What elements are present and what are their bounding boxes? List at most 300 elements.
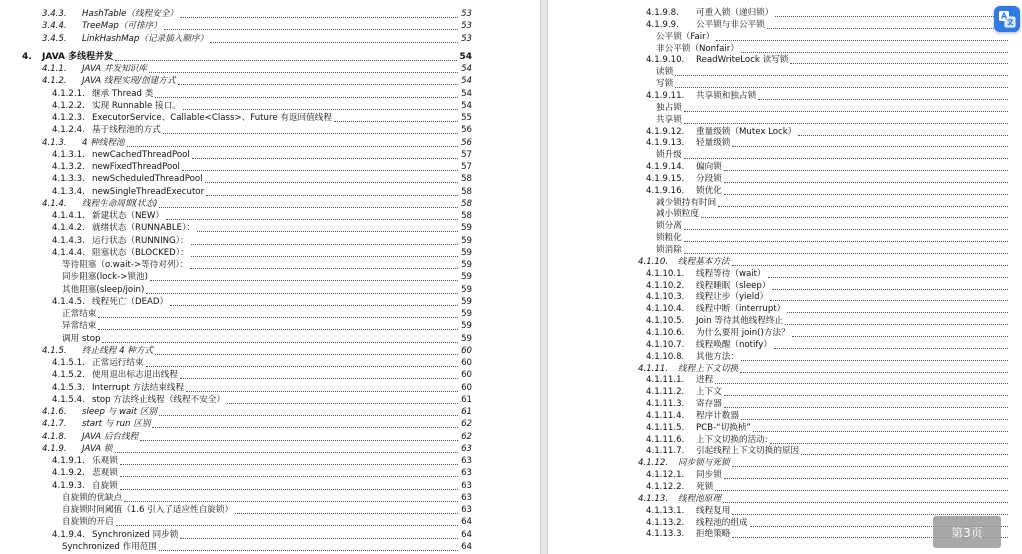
toc-entry-title: TreeMap（可排序） bbox=[82, 21, 162, 32]
toc-entry-number: 4.1.13. bbox=[638, 493, 669, 504]
toc-entry-number: 4.1.9.2. bbox=[52, 468, 85, 479]
toc-leader-dots bbox=[115, 452, 459, 453]
toc-entry-page: 59 bbox=[461, 296, 472, 307]
toc-entry[interactable] bbox=[62, 540, 472, 553]
toc-entry-number: 4.1.9.1. bbox=[52, 456, 85, 466]
toc-entry-number: 4.1.9.15. bbox=[646, 173, 685, 184]
toc-leader-dots bbox=[684, 158, 1008, 159]
toc-entry-page: 59 bbox=[461, 247, 472, 258]
toc-leader-dots bbox=[792, 336, 1008, 337]
toc-leader-dots bbox=[98, 329, 458, 330]
toc-entry[interactable] bbox=[52, 185, 472, 198]
toc-entry-page: 62 bbox=[461, 419, 472, 430]
toc-entry-title: JAVA 并发知识库 bbox=[82, 64, 147, 74]
toc-leader-dots bbox=[206, 195, 458, 196]
toc-entry-page: 59 bbox=[461, 309, 472, 319]
toc-entry-number: 4.1.11.7. bbox=[646, 446, 685, 457]
toc-entry-title: 减少锁持有时间 bbox=[656, 197, 717, 208]
toc-entry-title: 拒绝策略 bbox=[696, 529, 731, 540]
toc-entry[interactable] bbox=[52, 356, 472, 369]
toc-entry-title: 自旋锁 bbox=[92, 480, 118, 491]
toc-leader-dots bbox=[166, 219, 458, 220]
toc-entry-number: 4.1.4.1. bbox=[52, 211, 85, 221]
toc-entry[interactable] bbox=[42, 197, 472, 210]
toc-leader-dots bbox=[159, 207, 458, 208]
toc-entry[interactable] bbox=[42, 7, 472, 20]
toc-entry-page: 59 bbox=[461, 321, 472, 332]
toc-leader-dots bbox=[724, 478, 1008, 479]
toc-entry-number: 4.1.7. bbox=[42, 419, 67, 430]
toc-entry-number: 4.1.5.3. bbox=[52, 382, 85, 393]
toc-entry-page: 58 bbox=[461, 186, 472, 197]
toc-entry-number: 4.1.10.6. bbox=[646, 327, 685, 338]
toc-entry-title: 同步锁与死锁 bbox=[678, 458, 730, 469]
toc-entry-number: 4.1.3.2. bbox=[52, 162, 85, 172]
toc-leader-dots bbox=[718, 206, 1008, 207]
toc-leader-dots bbox=[191, 244, 458, 245]
toc-entry-title: 自旋锁时间阈值（1.6 引入了适应性自旋锁） bbox=[62, 505, 234, 515]
toc-entry-page: 63 bbox=[461, 468, 472, 479]
toc-entry-page: 61 bbox=[461, 394, 472, 405]
toc-entry-title: JAVA 锁 bbox=[82, 443, 113, 454]
toc-entry-title: newCachedThreadPool bbox=[92, 149, 190, 160]
toc-leader-dots bbox=[197, 231, 458, 232]
toc-entry[interactable] bbox=[52, 160, 472, 173]
toc-entry-page: 54 bbox=[461, 88, 472, 99]
toc-entry[interactable] bbox=[42, 442, 472, 455]
toc-leader-dots bbox=[675, 75, 1008, 76]
toc-leader-dots bbox=[768, 277, 1008, 278]
toc-leader-dots bbox=[163, 133, 458, 134]
toc-entry-title: 终止线程 4 种方式 bbox=[82, 345, 154, 356]
toc-entry-title: 线程生命周期(状态) bbox=[82, 198, 158, 209]
toc-leader-dots bbox=[205, 182, 458, 183]
toc-entry-page: 56 bbox=[461, 125, 472, 136]
toc-entry-title: 重量级锁（Mutex Lock） bbox=[696, 126, 797, 137]
toc-entry-number: 4.1.3.4. bbox=[52, 186, 85, 197]
toc-entry-title: 基于线程池的方式 bbox=[92, 125, 161, 136]
toc-entry[interactable] bbox=[52, 528, 472, 541]
toc-entry[interactable] bbox=[52, 221, 472, 234]
toc-entry-page: 63 bbox=[461, 456, 472, 466]
toc-leader-dots bbox=[120, 476, 458, 477]
toc-leader-dots bbox=[724, 182, 1008, 183]
toc-entry-number: 4.1.9.9. bbox=[646, 19, 679, 30]
toc-entry[interactable] bbox=[52, 479, 472, 492]
toc-entry-title: 线程死亡（DEAD） bbox=[92, 296, 169, 307]
toc-leader-dots bbox=[334, 121, 458, 122]
toc-entry-title: 写锁 bbox=[656, 79, 674, 90]
toc-leader-dots bbox=[724, 395, 1008, 396]
toc-entry-title: newFixedThreadPool bbox=[92, 162, 180, 172]
toc-entry-page: 59 bbox=[461, 223, 472, 234]
toc-leader-dots bbox=[798, 135, 1008, 136]
toc-entry-page: 63 bbox=[461, 443, 472, 454]
toc-entry-title: 正常结束 bbox=[62, 309, 97, 319]
toc-leader-dots bbox=[170, 305, 458, 306]
toc-entry[interactable] bbox=[52, 87, 472, 100]
toc-leader-dots bbox=[227, 403, 458, 404]
toc-page-right bbox=[548, 0, 1022, 554]
toc-entry[interactable] bbox=[52, 295, 472, 308]
toc-leader-dots bbox=[180, 17, 458, 18]
toc-entry-number: 4. bbox=[22, 51, 32, 62]
toc-entry-title: 锁优化 bbox=[696, 185, 722, 196]
toc-leader-dots bbox=[724, 407, 1008, 408]
toc-entry-page: 58 bbox=[461, 211, 472, 221]
toc-entry-title: Interrupt 方法结束线程 bbox=[92, 382, 185, 393]
toc-entry-page: 63 bbox=[461, 480, 472, 491]
toc-leader-dots bbox=[785, 324, 1008, 325]
toc-entry-title: 公平锁（Fair） bbox=[656, 31, 715, 42]
toc-entry-number: 4.1.5.4. bbox=[52, 394, 85, 405]
toc-entry-number: 4.1.11.4. bbox=[646, 410, 685, 421]
toc-entry-title: 等待阻塞（o.wait->等待对列）： bbox=[62, 260, 189, 270]
toc-leader-dots bbox=[701, 217, 1008, 218]
toc-entry-number: 4.1.3.1. bbox=[52, 149, 85, 160]
toc-entry-title: 异常结束 bbox=[62, 321, 97, 332]
toc-entry-title: 自旋锁的优缺点 bbox=[62, 492, 123, 503]
toc-entry[interactable] bbox=[52, 454, 472, 467]
toc-entry-title: 程序计数器 bbox=[696, 410, 739, 421]
toc-leader-dots bbox=[675, 87, 1008, 88]
toc-leader-dots bbox=[190, 268, 458, 269]
toc-entry-title: 轻量级锁 bbox=[696, 138, 731, 149]
toc-leader-dots bbox=[164, 29, 458, 30]
toc-entry-title: 上下文切换的活动: bbox=[696, 434, 768, 445]
toc-entry-title: 读锁 bbox=[656, 67, 674, 78]
toc-entry-title: 可重入锁（递归锁） bbox=[696, 8, 774, 18]
toc-entry-number: 4.1.10.1. bbox=[646, 268, 685, 279]
toc-entry-number: 4.1.3. bbox=[42, 137, 67, 148]
toc-entry-number: 4.1.9.8. bbox=[646, 8, 679, 18]
toc-entry[interactable] bbox=[42, 32, 472, 45]
toc-entry-number: 4.1.12.2. bbox=[646, 482, 685, 492]
toc-leader-dots bbox=[155, 97, 458, 98]
toc-entry-number: 4.1.11.1. bbox=[646, 375, 685, 386]
toc-entry-title: stop 方法终止线程（线程不安全） bbox=[92, 394, 226, 405]
toc-entry-number: 4.1.13.2. bbox=[646, 517, 685, 528]
toc-entry-number: 4.1.5. bbox=[42, 345, 67, 356]
toc-entry-title: 阻塞状态（BLOCKED）： bbox=[92, 247, 189, 258]
toc-entry-page: 60 bbox=[461, 345, 472, 356]
toc-entry-number: 4.1.10.7. bbox=[646, 339, 685, 350]
toc-entry-number: 4.1.5.1. bbox=[52, 358, 85, 368]
toc-entry-title: 独占锁 bbox=[656, 102, 682, 113]
toc-entry[interactable] bbox=[42, 62, 472, 75]
toc-entry-number: 4.1.10. bbox=[638, 256, 669, 267]
toc-leader-dots bbox=[180, 378, 458, 379]
toc-entry-page: 60 bbox=[461, 382, 472, 393]
toc-entry-title: 悲观锁 bbox=[92, 468, 118, 479]
toc-entry[interactable] bbox=[42, 405, 472, 418]
toc-leader-dots bbox=[770, 300, 1008, 301]
toc-entry-title: 线程池的组成 bbox=[696, 517, 748, 528]
toc-entry-number: 4.1.9.16. bbox=[646, 185, 685, 196]
toc-entry[interactable] bbox=[52, 172, 472, 185]
toc-entry-title: PCB-“切换桢” bbox=[696, 422, 751, 433]
toc-entry-title: 4 种线程池 bbox=[82, 137, 125, 148]
toc-entry[interactable] bbox=[62, 307, 472, 320]
toc-entry-number: 4.1.4.3. bbox=[52, 235, 85, 246]
page-gutter bbox=[540, 0, 548, 554]
toc-entry[interactable] bbox=[62, 491, 472, 504]
toc-entry[interactable] bbox=[52, 246, 472, 259]
toc-entry-number: 4.1.9.13. bbox=[646, 138, 685, 149]
toc-entry-number: 4.1.2.2. bbox=[52, 100, 85, 111]
toc-leader-dots bbox=[146, 366, 458, 367]
toc-entry-title: 进程 bbox=[696, 375, 714, 386]
toc-entry-title: 同步阻塞(lock->锁池) bbox=[62, 272, 148, 283]
toc-leader-dots bbox=[180, 538, 458, 539]
toc-entry-number: 4.1.2.1. bbox=[52, 88, 85, 99]
toc-entry-number: 4.1.4.4. bbox=[52, 247, 85, 258]
toc-leader-dots bbox=[684, 111, 1008, 112]
toc-leader-dots bbox=[732, 514, 1008, 515]
toc-entry-page: 53 bbox=[461, 9, 472, 19]
toc-entry[interactable] bbox=[62, 332, 472, 345]
toc-leader-dots bbox=[684, 253, 1008, 254]
toc-leader-dots bbox=[150, 280, 458, 281]
toc-entry-title: 锁分离 bbox=[656, 221, 682, 232]
toc-entry[interactable] bbox=[42, 417, 472, 430]
toc-entry-page: 62 bbox=[461, 431, 472, 442]
toc-entry-title: 继承 Thread 类 bbox=[92, 88, 154, 99]
toc-leader-dots bbox=[724, 194, 1008, 195]
toc-entry-page: 56 bbox=[461, 137, 472, 148]
toc-leader-dots bbox=[732, 265, 1008, 266]
toc-entry[interactable] bbox=[52, 111, 472, 124]
toc-entry-number: 4.1.11.3. bbox=[646, 399, 685, 410]
toc-entry-number: 4.1.2. bbox=[42, 76, 67, 87]
toc-entry-title: 正常运行结束 bbox=[92, 358, 144, 368]
toc-entry-page: 59 bbox=[461, 333, 472, 344]
toc-entry-title: 锁粗化 bbox=[656, 233, 682, 244]
toc-entry-title: 乐观锁 bbox=[92, 456, 118, 466]
toc-entry[interactable] bbox=[52, 148, 472, 161]
toc-entry-number: 4.1.9.3. bbox=[52, 480, 85, 491]
toc-entry[interactable] bbox=[52, 466, 472, 479]
toc-leader-dots bbox=[235, 513, 458, 514]
toc-entry[interactable] bbox=[62, 515, 472, 528]
toc-leader-dots bbox=[741, 360, 1008, 361]
toc-entry-number: 4.1.13.3. bbox=[646, 529, 685, 540]
toc-entry-title: 上下文 bbox=[696, 387, 722, 398]
toc-entry-title: sleep 与 wait 区别 bbox=[82, 407, 157, 417]
toc-entry[interactable] bbox=[52, 393, 472, 406]
toc-entry-number: 4.1.9.14. bbox=[646, 162, 685, 173]
toc-entry-title: 线程上下文切换 bbox=[678, 363, 739, 374]
toc-leader-dots bbox=[684, 229, 1008, 230]
toc-entry-number: 3.4.5. bbox=[42, 33, 67, 44]
toc-entry[interactable] bbox=[22, 50, 472, 63]
toc-entry[interactable] bbox=[52, 123, 472, 136]
toc-leader-dots bbox=[159, 550, 458, 551]
toc-entry-title: 线程基本方法 bbox=[678, 256, 730, 267]
page-indicator: 第3页 bbox=[933, 516, 1001, 548]
toc-entry-title: 就绪状态（RUNNABLE）： bbox=[92, 223, 195, 234]
toc-entry-page: 54 bbox=[461, 100, 472, 111]
toc-entry-number: 4.1.9.11. bbox=[646, 90, 685, 101]
toc-entry-page: 54 bbox=[461, 64, 472, 74]
toc-entry-title: 线程睡眠（sleep） bbox=[696, 280, 771, 291]
toc-leader-dots bbox=[732, 466, 1008, 467]
toc-leader-dots bbox=[191, 256, 458, 257]
toc-entry[interactable] bbox=[62, 319, 472, 332]
translate-icon bbox=[998, 10, 1016, 28]
toc-leader-dots bbox=[115, 60, 457, 61]
toc-leader-dots bbox=[155, 354, 458, 355]
toc-entry-title: LinkHashMap（记录插入顺序） bbox=[82, 33, 209, 44]
toc-leader-dots bbox=[120, 489, 458, 490]
toc-entry-page: 59 bbox=[461, 284, 472, 295]
toc-entry-page: 53 bbox=[461, 21, 472, 32]
toc-entry-title: 为什么要用 join()方法？ bbox=[696, 327, 790, 338]
toc-entry-title: 锁消除 bbox=[656, 245, 682, 255]
toc-leader-dots bbox=[716, 40, 1008, 41]
toc-leader-dots bbox=[178, 84, 458, 85]
toc-entry-number: 4.1.4.5. bbox=[52, 296, 85, 307]
toc-entry-title: start 与 run 区别 bbox=[82, 419, 151, 430]
toc-entry-title: 减小锁粒度 bbox=[656, 209, 699, 220]
toc-leader-dots bbox=[140, 440, 458, 441]
toc-entry-number: 4.1.3.3. bbox=[52, 174, 85, 185]
toc-entry-page: 59 bbox=[461, 260, 472, 270]
toc-entry[interactable] bbox=[42, 136, 472, 149]
toc-entry-title: Synchronized 同步锁 bbox=[92, 529, 179, 540]
toc-leader-dots bbox=[753, 431, 1008, 432]
toc-entry[interactable] bbox=[62, 503, 472, 516]
toc-entry-number: 4.1.10.5. bbox=[646, 316, 685, 327]
toc-entry-title: 寄存器 bbox=[696, 399, 722, 410]
toc-entry-title: 共享锁和独占锁 bbox=[696, 90, 757, 101]
toc-leader-dots bbox=[715, 383, 1008, 384]
toc-entry-page: 58 bbox=[461, 174, 472, 185]
toc-entry[interactable] bbox=[52, 209, 472, 222]
toc-leader-dots bbox=[684, 123, 1008, 124]
toc-entry-title: 其他阻塞(sleep/join) bbox=[62, 284, 145, 295]
toc-entry[interactable] bbox=[62, 258, 472, 271]
toc-leader-dots bbox=[772, 289, 1008, 290]
toc-entry-page: 59 bbox=[461, 272, 472, 283]
toc-entry-title: 使用退出标志退出线程 bbox=[92, 370, 178, 381]
toc-entry-number: 4.1.10.3. bbox=[646, 292, 685, 303]
toc-entry-page: 53 bbox=[461, 33, 472, 44]
toc-entry-number: 4.1.13.1. bbox=[646, 505, 685, 516]
toc-entry-number: 4.1.6. bbox=[42, 407, 67, 417]
toc-entry-title: 线程复用 bbox=[696, 505, 731, 516]
toc-entry[interactable] bbox=[42, 74, 472, 87]
toc-entry-page: 64 bbox=[461, 529, 472, 540]
toc-leader-dots bbox=[774, 348, 1008, 349]
toc-entry-number: 4.1.11.5. bbox=[646, 422, 685, 433]
toc-entry-number: 4.1.9.10. bbox=[646, 55, 685, 66]
toc-entry-title: 线程唤醒（notify） bbox=[696, 339, 772, 350]
toc-leader-dots bbox=[741, 52, 1008, 53]
toc-entry[interactable] bbox=[52, 368, 472, 381]
toc-leader-dots bbox=[102, 342, 458, 343]
toc-leader-dots bbox=[741, 419, 1008, 420]
toc-leader-dots bbox=[152, 427, 458, 428]
toc-entry-number: 4.1.10.2. bbox=[646, 280, 685, 291]
toc-entry-page: 57 bbox=[461, 149, 472, 160]
toc-entry[interactable] bbox=[42, 430, 472, 443]
toc-leader-dots bbox=[182, 170, 458, 171]
toc-entry-title: 线程让步（yield） bbox=[696, 292, 769, 303]
toc-entry-number: 4.1.9.12. bbox=[646, 126, 685, 137]
toc-entry-page: 64 bbox=[461, 517, 472, 528]
toc-leader-dots bbox=[758, 99, 1008, 100]
toc-entry-page: 64 bbox=[461, 541, 472, 552]
toc-entry-number: 4.1.10.8. bbox=[646, 351, 685, 362]
toc-entry-title: 共享锁 bbox=[656, 114, 682, 125]
toc-entry-page: 60 bbox=[461, 358, 472, 368]
toc-entry-number: 4.1.11.6. bbox=[646, 434, 685, 445]
toc-entry-title: 公平锁与非公平锁 bbox=[696, 19, 765, 30]
toc-entry-number: 4.1.9.4. bbox=[52, 529, 85, 540]
toc-entry-title: 引起线程上下文切换的原因 bbox=[696, 446, 800, 457]
toc-leader-dots bbox=[120, 464, 458, 465]
toc-entry[interactable] bbox=[52, 381, 472, 394]
toc-entry-title: 其他方法： bbox=[696, 351, 739, 362]
toc-entry[interactable] bbox=[62, 270, 472, 283]
toc-leader-dots bbox=[146, 293, 458, 294]
toc-leader-dots bbox=[124, 501, 458, 502]
toc-entry-number: 4.1.2.4. bbox=[52, 125, 85, 136]
toc-entry-title: 运行状态（RUNNING）： bbox=[92, 235, 189, 246]
toc-entry-title: ExecutorService、Callable<Class>、Future 有返回值线程 bbox=[92, 113, 332, 123]
toc-leader-dots bbox=[801, 454, 1008, 455]
toc-entry-title: 新建状态（NEW） bbox=[92, 211, 164, 221]
toc-leader-dots bbox=[159, 415, 458, 416]
toc-entry[interactable] bbox=[52, 234, 472, 247]
toc-entry-page: 61 bbox=[461, 407, 472, 417]
toc-entry-title: 死锁 bbox=[696, 482, 714, 492]
toc-leader-dots bbox=[775, 16, 1008, 17]
toc-entry-page: 63 bbox=[461, 505, 472, 515]
toc-entry-title: 分段锁 bbox=[696, 173, 722, 184]
toc-entry[interactable] bbox=[62, 283, 472, 296]
toc-entry-title: 同步锁 bbox=[696, 470, 722, 481]
toc-entry-number: 4.1.8. bbox=[42, 431, 67, 442]
floating-action-button[interactable] bbox=[994, 6, 1020, 32]
toc-leader-dots bbox=[192, 158, 458, 159]
toc-leader-dots bbox=[116, 525, 458, 526]
toc-entry-title: 调用 stop bbox=[62, 333, 101, 344]
toc-leader-dots bbox=[183, 109, 458, 110]
toc-entry-title: Synchronized 作用范围 bbox=[62, 541, 157, 552]
toc-entry-title: 非公平锁（Nonfair） bbox=[656, 43, 739, 54]
toc-leader-dots bbox=[715, 490, 1008, 491]
toc-leader-dots bbox=[127, 146, 458, 147]
toc-leader-dots bbox=[787, 312, 1008, 313]
toc-entry-number: 3.4.4. bbox=[42, 21, 67, 32]
toc-entry-title: newSingleThreadExecutor bbox=[92, 186, 205, 197]
toc-entry-number: 4.1.11. bbox=[638, 363, 669, 374]
toc-entry[interactable] bbox=[42, 344, 472, 357]
toc-entry-page: 59 bbox=[461, 235, 472, 246]
toc-entry[interactable] bbox=[42, 19, 472, 32]
toc-entry-number: 4.1.12.1. bbox=[646, 470, 685, 481]
toc-leader-dots bbox=[767, 28, 1008, 29]
toc-entry-page: 58 bbox=[461, 198, 472, 209]
toc-entry-title: JAVA 后台线程 bbox=[82, 431, 139, 442]
toc-entry-title: Join 等待其他线程终止 bbox=[696, 316, 784, 327]
toc-leader-dots bbox=[210, 42, 458, 43]
toc-entry-title: 线程中断（interrupt） bbox=[696, 304, 786, 315]
toc-entry[interactable] bbox=[52, 99, 472, 112]
toc-leader-dots bbox=[790, 63, 1008, 64]
